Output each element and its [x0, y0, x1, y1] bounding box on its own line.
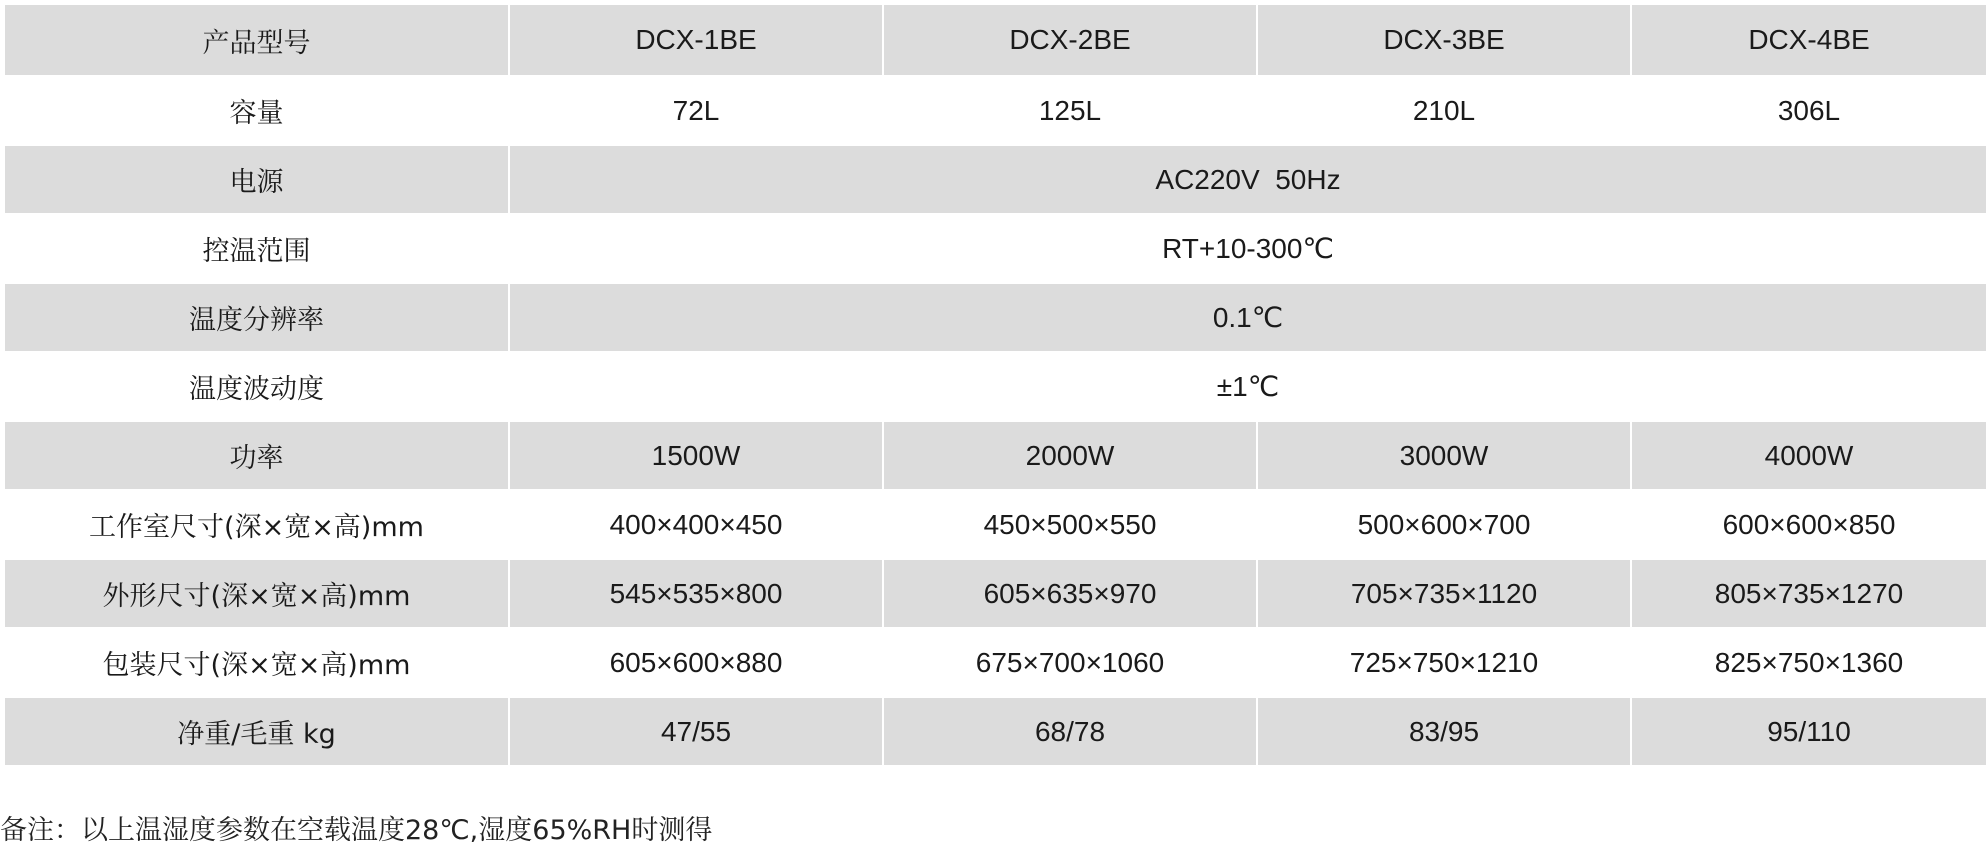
row-label: 净重/毛重 kg	[5, 698, 509, 765]
value-cell: 805×735×1270	[1631, 560, 1987, 627]
value-cell: RT+10-300℃	[509, 213, 1987, 284]
value-cell: 605×600×880	[509, 627, 883, 698]
table-row-chamber-size	[5, 489, 1987, 560]
value-cell: 72L	[509, 75, 883, 146]
table-row-weight	[5, 698, 1987, 765]
value-cell: 605×635×970	[883, 560, 1257, 627]
row-label: 产品型号	[5, 5, 509, 75]
table-row-power	[5, 422, 1987, 489]
row-label: 电源	[5, 146, 509, 213]
value-cell: 2000W	[883, 422, 1257, 489]
value-cell: 500×600×700	[1257, 489, 1631, 560]
row-label: 温度波动度	[5, 351, 509, 422]
value-cell: 400×400×450	[509, 489, 883, 560]
model-cell: DCX-4BE	[1631, 5, 1987, 75]
value-cell: 0.1℃	[509, 284, 1987, 351]
table-row-temp-range	[5, 213, 1987, 284]
value-cell: 210L	[1257, 75, 1631, 146]
spec-table	[5, 5, 1987, 765]
value-cell: ±1℃	[509, 351, 1987, 422]
value-cell: 306L	[1631, 75, 1987, 146]
value-cell: 600×600×850	[1631, 489, 1987, 560]
table-row-model	[5, 5, 1987, 75]
value-cell: 4000W	[1631, 422, 1987, 489]
table-row-temp-resolution	[5, 284, 1987, 351]
row-label: 包装尺寸(深×宽×高)mm	[5, 627, 509, 698]
value-cell: 83/95	[1257, 698, 1631, 765]
row-label: 容量	[5, 75, 509, 146]
value-cell: 125L	[883, 75, 1257, 146]
value-cell: 675×700×1060	[883, 627, 1257, 698]
model-cell: DCX-3BE	[1257, 5, 1631, 75]
model-cell: DCX-2BE	[883, 5, 1257, 75]
value-cell: 825×750×1360	[1631, 627, 1987, 698]
table-row-capacity	[5, 75, 1987, 146]
value-cell: 705×735×1120	[1257, 560, 1631, 627]
table-row-power-supply	[5, 146, 1987, 213]
row-label: 工作室尺寸(深×宽×高)mm	[5, 489, 509, 560]
row-label: 外形尺寸(深×宽×高)mm	[5, 560, 509, 627]
value-cell: 545×535×800	[509, 560, 883, 627]
footnote: 备注：以上温湿度参数在空载温度28℃,湿度65%RH时测得	[0, 815, 713, 846]
table-row-outer-size	[5, 560, 1987, 627]
row-label: 控温范围	[5, 213, 509, 284]
value-cell: AC220V 50Hz	[509, 146, 1987, 213]
value-cell: 95/110	[1631, 698, 1987, 765]
table-row-temp-fluctuation	[5, 351, 1987, 422]
value-cell: 3000W	[1257, 422, 1631, 489]
value-cell: 68/78	[883, 698, 1257, 765]
value-cell: 47/55	[509, 698, 883, 765]
value-cell: 725×750×1210	[1257, 627, 1631, 698]
value-cell: 450×500×550	[883, 489, 1257, 560]
model-cell: DCX-1BE	[509, 5, 883, 75]
value-cell: 1500W	[509, 422, 883, 489]
table-row-package-size	[5, 627, 1987, 698]
row-label: 功率	[5, 422, 509, 489]
row-label: 温度分辨率	[5, 284, 509, 351]
